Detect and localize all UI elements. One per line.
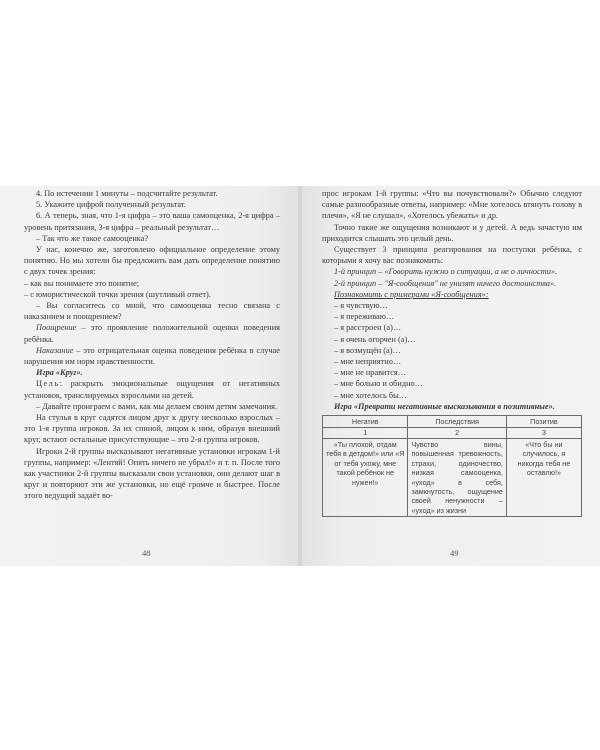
definition-paragraph: У нас, конечно же, заготовлено официальное определение этому понятию. Но мы хотели бы предложить вам дать определение понятию с двух точек зрения: <box>24 245 280 277</box>
consequences-cell: Чувство вины, повышенная тревожность, страхи, одиночество, низкая самооценка, «уход» в себя, замкнутость, ощущение своей ненужности – «уход» из жизни <box>408 438 506 516</box>
i-message-intro: Познакомить с примерами «Я-сообщения»: <box>334 289 489 299</box>
right-page-text <box>322 188 582 517</box>
step-4: 4. По истечении 1 минуты – подсчитайте результат. <box>36 189 218 198</box>
punishment-definition <box>24 345 280 367</box>
goal-label: Цель <box>36 379 60 389</box>
example-7: – мне не нравится… <box>334 368 407 378</box>
negative-cell: «Ты плохой, отдам тебя в детдом!» или «Я от тебя ухожу, мне такой ребёнок не нужен!» <box>323 438 408 516</box>
example-4: – я очень огорчен (а)… <box>334 334 416 344</box>
example-2: – я переживаю… <box>334 312 395 322</box>
statements-table <box>322 415 582 517</box>
step-6: 6. А теперь, зная, что 1-я цифра – это ваша самооценка, 2-я цифра – уровень притязания, 3-я цифра – реальный результат… <box>24 211 280 232</box>
example-3: – я расстроен (а)… <box>334 323 402 333</box>
positive-cell: «Что бы ни случилось, я никогда тебя не оставлю!» <box>506 438 581 516</box>
header-positive: Позитив <box>506 416 581 428</box>
players-paragraph: Игроки 2-й группы высказывают негативные установки игрокам 1-й группы, например: «Лентяй! Опять ничего не убрал!» и т. п. После того как участники 2-й группы высказали свои установки, они делают шаг в круг и повторяют эти же установки, но ещё громче и быстрее. После этого ведущий задаёт во- <box>24 446 280 501</box>
example-9: – мне хотелось бы… <box>334 390 407 400</box>
goal-text: : раскрыть эмоциональные ощущения от негативных установок, транслируемых взрослыми на детей. <box>24 379 280 400</box>
example-5: – я возмущён (а)… <box>334 345 401 355</box>
header-negative: Негатив <box>323 416 408 428</box>
example-1: – я чувствую… <box>334 301 388 311</box>
table-row <box>323 438 582 516</box>
game-circle-heading: Игра «Круг». <box>36 368 83 378</box>
principle-1: 1-й принцип – «Говорить нужно о ситуации, а не о личности». <box>334 267 558 277</box>
question-punishment: – Вы согласитесь со мной, что самооценка тесно связана с наказанием и поощрением? <box>24 301 280 322</box>
goal-paragraph <box>24 378 280 400</box>
punishment-term: Наказание <box>36 345 74 355</box>
encouragement-term: Поощрение <box>36 323 77 333</box>
step-5: 5. Укажите цифрой полученный результат. <box>36 200 186 210</box>
definition-option-1: – как вы понимаете это понятие; <box>24 278 140 288</box>
column-number-2: 2 <box>408 428 506 438</box>
book-spread <box>0 186 600 566</box>
punishment-text: – это отрицательная оценка поведения ребёнка в случае нарушения им норм нравственности. <box>24 345 280 367</box>
example-8: – мне больно и обидно… <box>334 379 423 389</box>
children-feelings-paragraph: Точно такие же ощущения возникают и у детей. А ведь зачастую им приходится слышать это целый день. <box>322 222 582 243</box>
definition-option-2: – с юмористической точки зрения (шутливый ответ). <box>24 289 211 299</box>
example-6: – мне неприятно… <box>334 357 402 367</box>
page-number-right: 49 <box>450 548 459 558</box>
lets-play-paragraph: – Давайте проиграем с вами, как мы делаем своим детям замечания. <box>36 401 278 411</box>
encouragement-definition <box>24 322 280 344</box>
chairs-paragraph: На стулья в круг садятся лицом друг к другу несколько взрослых – это 1-я группа игроков. За их спиной, лицом к ним, образуя внешний круг, встают остальные присутствующие – это 2-я группа игроков. <box>24 413 280 445</box>
question-self-esteem: – Так что же такое самооценка? <box>36 233 149 243</box>
column-number-1: 1 <box>323 428 408 438</box>
column-number-3: 3 <box>506 428 581 438</box>
principle-2: 2-й принцип – "Я-сообщения" не унизят ничего достоинства». <box>334 278 557 288</box>
right-page <box>302 186 600 566</box>
encouragement-text: – это проявление положительной оценки поведения ребёнка. <box>24 323 280 344</box>
table-header-row <box>323 416 582 428</box>
question-continuation: прос игрокам 1-й группы: «Что вы почувствовали?» Обычно следуют самые разнообразные ответы, например: «Мне хотелось втянуть голову в плечи», «Я не слушал», «Хотелось убежать» и др. <box>322 189 582 221</box>
left-page <box>0 186 298 566</box>
page-number-left: 48 <box>142 548 151 558</box>
left-page-text <box>24 188 280 502</box>
principles-intro: Существует 3 принципа реагирования на поступки ребёнка, с которыми я хочу вас познакомить: <box>322 245 582 266</box>
header-consequences: Последствия <box>408 416 506 428</box>
table-number-row <box>323 428 582 438</box>
game-transform-heading: Игра «Преврати негативные высказывания в позитивные». <box>334 401 555 411</box>
